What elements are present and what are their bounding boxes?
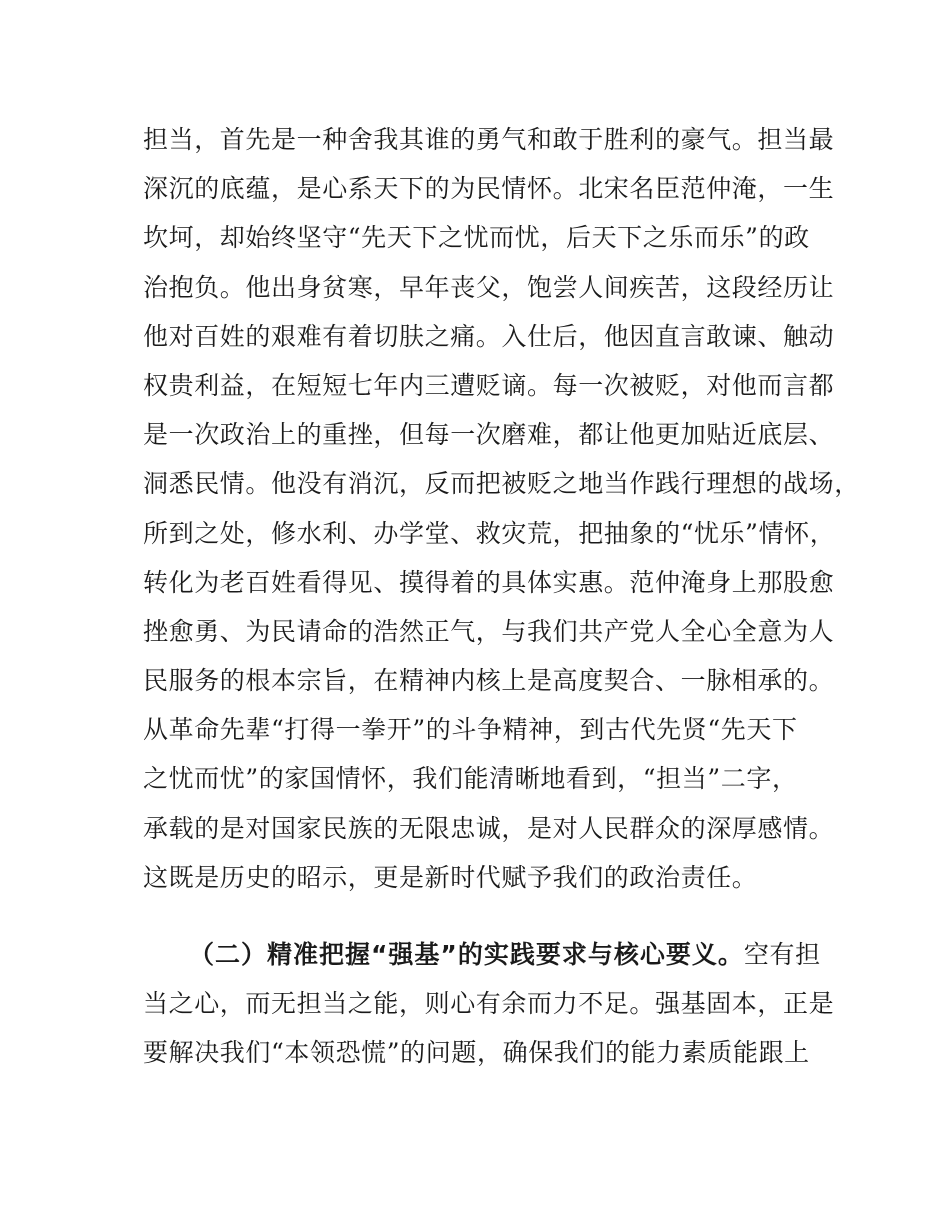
text-line: 这既是历史的昭示，更是新时代赋予我们的政治责任。 [143,862,758,892]
text-line: 转化为老百姓看得见、摸得着的具体实惠。范仲淹身上那股愈 [143,567,835,597]
text-line: 他对百姓的艰难有着切肤之痛。入仕后，他因直言敢谏、触动 [143,321,835,351]
text-line: 权贵利益，在短短七年内三遭贬谪。每一次被贬，对他而言都 [143,370,835,400]
text-line: 深沉的底蕴，是心系天下的为民情怀。北宋名臣范仲淹，一生 [143,174,835,204]
section-heading: （二）精准把握“强基”的实践要求与核心要义。 [189,940,744,969]
text-line: 承载的是对国家民族的无限忠诚，是对人民群众的深厚感情。 [143,813,835,843]
text-line: 当之心，而无担当之能，则心有余而力不足。强基固本，正是 [143,989,835,1019]
text-line: 民服务的根本宗旨，在精神内核上是高度契合、一脉相承的。 [143,666,835,696]
text-line: 是一次政治上的重挫，但每一次磨难，都让他更加贴近底层、 [143,420,835,450]
text-line: 洞悉民情。他没有消沉，反而把被贬之地当作践行理想的战场， [143,469,860,499]
text-line: 担当，首先是一种舍我其谁的勇气和敢于胜利的豪气。担当最 [143,125,835,154]
section-paragraph [143,930,835,1078]
text-line: 坎坷，却始终坚守“先天下之忧而忧，后天下之乐而乐”的政 [143,223,810,253]
text-line: 之忧而忧”的家国情怀，我们能清晰地看到，“担当”二字， [143,764,798,794]
text-line: 要解决我们“本领恐慌”的问题，确保我们的能力素质能跟上 [143,1038,810,1068]
text-line: 从革命先辈“打得一拳开”的斗争精神，到古代先贤“先天下 [143,715,798,745]
text-line: 所到之处，修水利、办学堂、救灾荒，把抽象的“忧乐”情怀， [143,518,836,548]
section-text-run: 空有担 [743,940,821,969]
section-first-line [143,930,823,979]
text-line: 挫愈勇、为民请命的浩然正气，与我们共产党人全心全意为人 [143,616,835,646]
text-line: 治抱负。他出身贫寒，早年丧父，饱尝人间疾苦，这段经历让 [143,272,835,302]
body-paragraph [143,115,860,902]
